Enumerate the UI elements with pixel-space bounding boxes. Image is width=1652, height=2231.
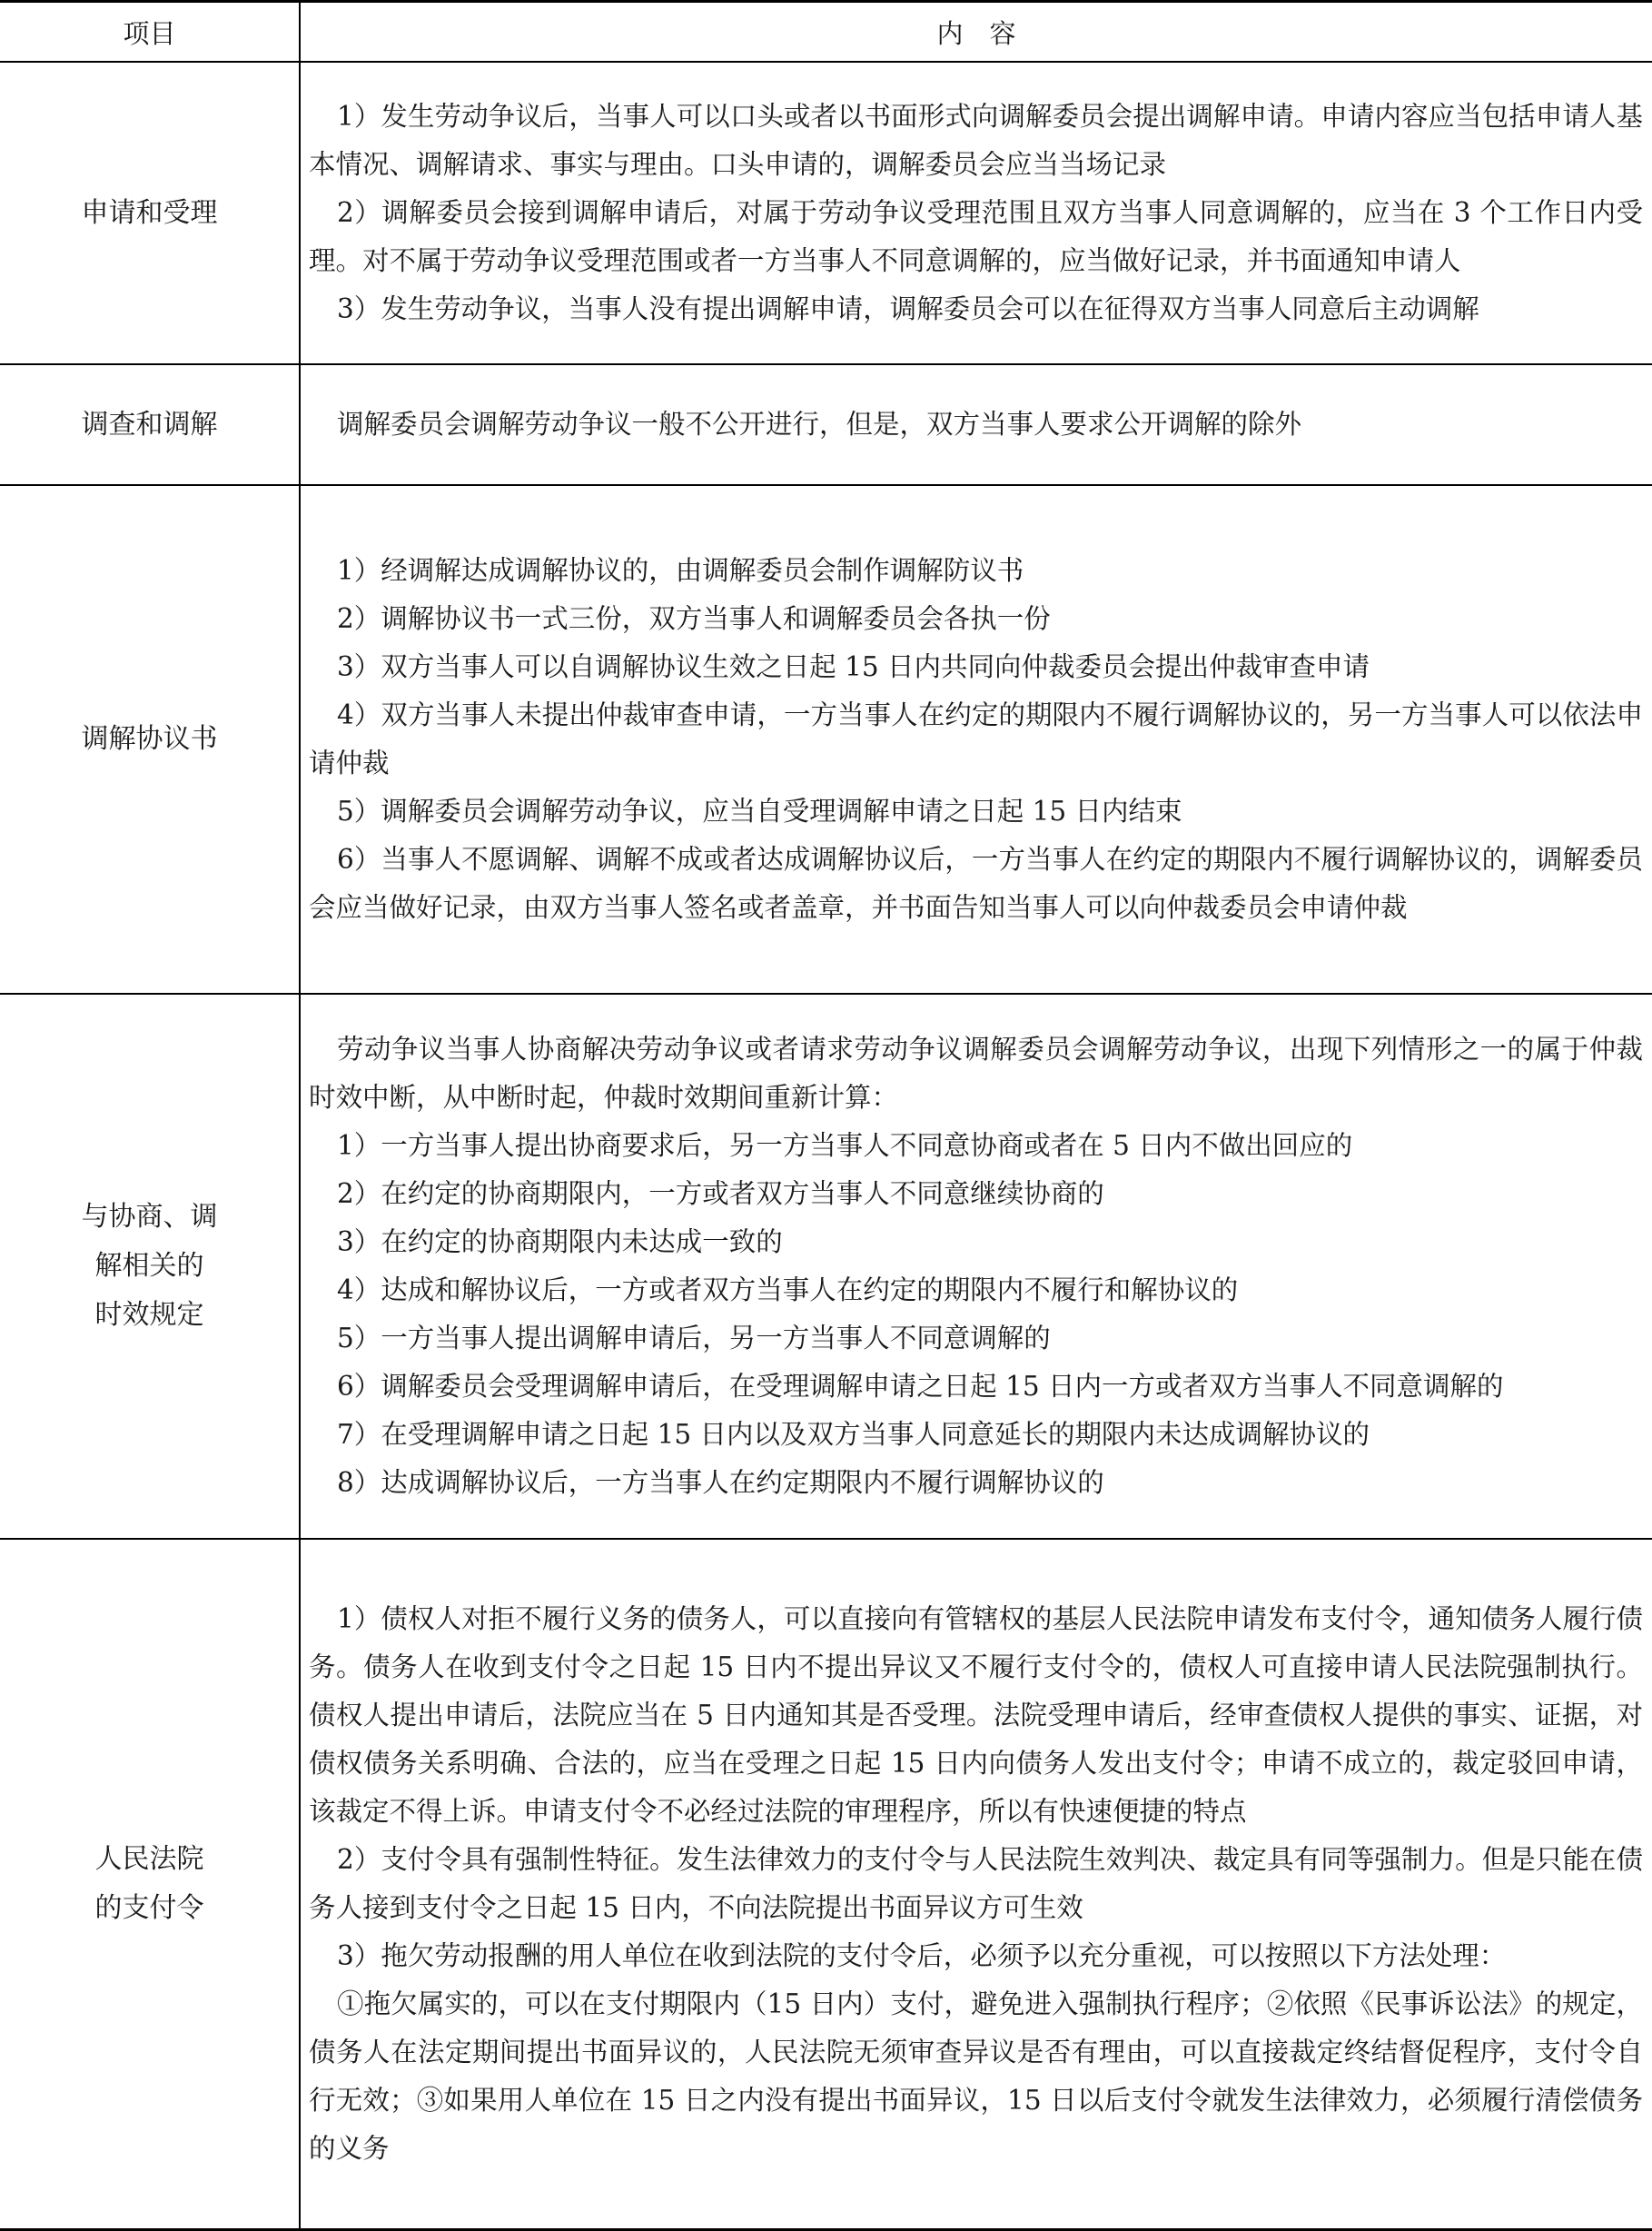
- header-content: 内 容: [300, 2, 1652, 63]
- content-paragraph: 3）拖欠劳动报酬的用人单位在收到法院的支付令后，必须予以充分重视，可以按照以下方法处理：: [337, 1939, 1507, 1971]
- row-item-line: 的支付令: [94, 1891, 204, 1924]
- row-item-text: 调解协议书: [81, 723, 218, 755]
- content-paragraph: 3）在约定的协商期限内未达成一致的: [337, 1226, 783, 1257]
- header-item: 项目: [0, 2, 300, 63]
- content-paragraph: 1）一方当事人提出协商要求后，另一方当事人不同意协商或者在 5 日内不做出回应的: [337, 1130, 1353, 1161]
- row-item-label: [0, 62, 300, 364]
- row-item-label: [0, 1539, 300, 2229]
- table-row: [0, 364, 1652, 485]
- content-paragraph: 6）当事人不愿调解、调解不成或者达成调解协议后，一方当事人在约定的期限内不履行调解协议的，调解委员会应当做好记录，由双方当事人签名或者盖章，并书面告知当事人可以向仲裁委员会申请仲裁: [309, 844, 1643, 923]
- row-item-line: 解相关的: [94, 1250, 204, 1282]
- table-row: [0, 62, 1652, 364]
- table-header-row: [0, 2, 1652, 63]
- content-paragraph: 5）一方当事人提出调解申请后，另一方当事人不同意调解的: [337, 1323, 1051, 1353]
- row-item-line: 与协商、调: [81, 1201, 218, 1233]
- table-row: [0, 485, 1652, 994]
- row-item-line: 时效规定: [94, 1299, 204, 1331]
- row-item-text: 调查和调解: [81, 408, 218, 441]
- row-content: [300, 364, 1652, 485]
- content-paragraph: 2）调解协议书一式三份，双方当事人和调解委员会各执一份: [337, 603, 1051, 634]
- row-content: [300, 485, 1652, 994]
- row-content: [300, 62, 1652, 364]
- row-item-text: 申请和受理: [81, 196, 218, 229]
- content-paragraph: 5）调解委员会调解劳动争议，应当自受理调解申请之日起 15 日内结束: [337, 796, 1182, 827]
- row-content: [300, 994, 1652, 1539]
- content-paragraph: 调解委员会调解劳动争议一般不公开进行，但是，双方当事人要求公开调解的除外: [337, 409, 1302, 440]
- content-paragraph: 4）达成和解协议后，一方或者双方当事人在约定的期限内不履行和解协议的: [337, 1274, 1239, 1305]
- row-item-line: 人民法院: [94, 1842, 204, 1875]
- content-paragraph: 2）在约定的协商期限内，一方或者双方当事人不同意继续协商的: [337, 1178, 1104, 1209]
- table-row: [0, 1539, 1652, 2229]
- content-paragraph: 4）双方当事人未提出仲裁审查申请，一方当事人在约定的期限内不履行调解协议的，另一方当事人可以依法申请仲裁: [309, 699, 1643, 778]
- content-paragraph: 8）达成调解协议后，一方当事人在约定期限内不履行调解协议的: [337, 1467, 1104, 1498]
- table-row: [0, 994, 1652, 1539]
- content-paragraph: ①拖欠属实的，可以在支付期限内（15 日内）支付，避免进入强制执行程序；②依照《民事诉讼法》的规定，债务人在法定期间提出书面异议的，人民法院无须审查异议是否有理由，可以直接裁定终结督促程序，支付令自行无效；③如果用人单位在 15 日之内没有提出书面异议，15 日以后支付令就发生法律效力，必须履行清偿债务的义务: [309, 1988, 1643, 2164]
- content-paragraph: 1）发生劳动争议后，当事人可以口头或者以书面形式向调解委员会提出调解申请。申请内容应当包括申请人基本情况、调解请求、事实与理由。口头申请的，调解委员会应当当场记录: [309, 101, 1643, 180]
- content-paragraph: 3）双方当事人可以自调解协议生效之日起 15 日内共同向仲裁委员会提出仲裁审查申请: [337, 651, 1370, 682]
- content-paragraph: 2）支付令具有强制性特征。发生法律效力的支付令与人民法院生效判决、裁定具有同等强制力。但是只能在债务人接到支付令之日起 15 日内，不向法院提出书面异议方可生效: [309, 1843, 1643, 1923]
- row-content: [300, 1539, 1652, 2229]
- content-paragraph: 6）调解委员会受理调解申请后，在受理调解申请之日起 15 日内一方或者双方当事人不同意调解的: [337, 1371, 1504, 1402]
- content-paragraph: 1）债权人对拒不履行义务的债务人，可以直接向有管辖权的基层人民法院申请发布支付令，通知债务人履行债务。债务人在收到支付令之日起 15 日内不提出异议又不履行支付令的，债权人可直接申请人民法院强制执行。债权人提出申请后，法院应当在 5 日内通知其是否受理。法院受理申请后，经审查债权人提供的事实、证据，对债权债务关系明确、合法的，应当在受理之日起 15 日内向债务人发出支付令；申请不成立的，裁定驳回申请，该裁定不得上诉。申请支付令不必经过法院的审理程序，所以有快速便捷的特点: [309, 1602, 1643, 1827]
- content-paragraph: 劳动争议当事人协商解决劳动争议或者请求劳动争议调解委员会调解劳动争议，出现下列情形之一的属于仲裁时效中断，从中断时起，仲裁时效期间重新计算：: [309, 1034, 1643, 1113]
- content-paragraph: 1）经调解达成调解协议的，由调解委员会制作调解防议书: [337, 555, 1024, 586]
- row-item-label: [0, 364, 300, 485]
- row-item-label: [0, 994, 300, 1539]
- content-paragraph: 2）调解委员会接到调解申请后，对属于劳动争议受理范围且双方当事人同意调解的，应当在 3 个工作日内受理。对不属于劳动争议受理范围或者一方当事人不同意调解的，应当做好记录，并书面通知申请人: [309, 197, 1643, 276]
- content-paragraph: 3）发生劳动争议，当事人没有提出调解申请，调解委员会可以在征得双方当事人同意后主动调解: [337, 293, 1479, 324]
- content-paragraph: 7）在受理调解申请之日起 15 日内以及双方当事人同意延长的期限内未达成调解协议的: [337, 1419, 1370, 1450]
- row-item-label: [0, 485, 300, 994]
